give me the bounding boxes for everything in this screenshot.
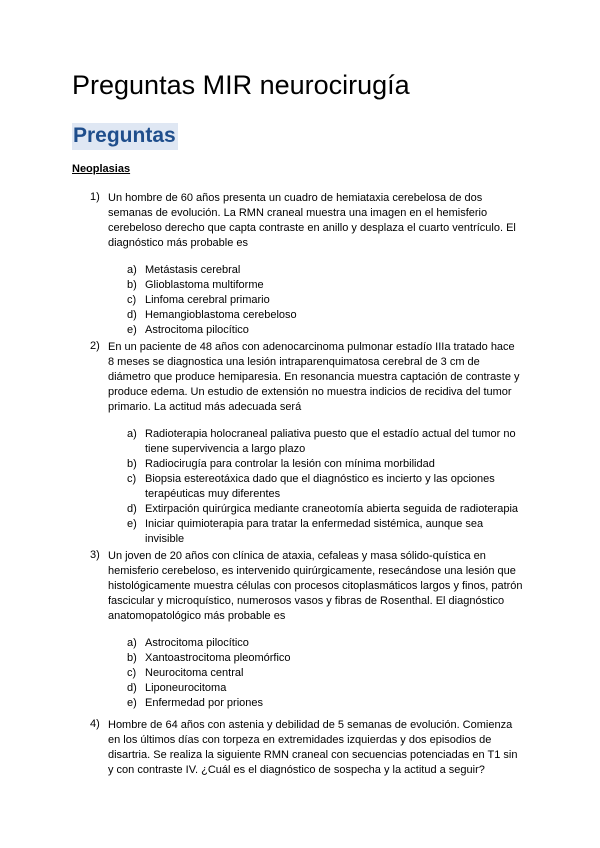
answer-option-line: Glioblastoma multiforme	[145, 279, 264, 291]
answer-option-line: Biopsia estereotáxica dado que el diagnóstico es incierto y las opciones	[145, 473, 495, 485]
question-text-line: Un joven de 20 años con clínica de ataxia, cefaleas y masa sólido-quística en	[108, 550, 486, 562]
answer-option-line: Astrocitoma pilocítico	[145, 324, 249, 336]
answer-option-text	[145, 636, 525, 651]
question-text-line: hemisferio cerebeloso, es intervenido quirúrgicamente, resecándose una lesión que	[108, 565, 516, 577]
answer-option-line: Liponeurocitoma	[145, 682, 227, 694]
question-number: 4)	[90, 718, 100, 730]
question-text-line: en los últimos días con torpeza en extremidades izquierdas y dos episodios de	[108, 734, 492, 746]
question-text-line: fascicular y microquístico, numerosos vasos y fibras de Rosenthal. El diagnóstico	[108, 595, 505, 607]
question-number: 1)	[90, 191, 100, 203]
answer-option-line: Neurocitoma central	[145, 667, 244, 679]
question-text-line: primario. La actitud más adecuada será	[108, 401, 302, 413]
answer-option-text	[145, 472, 525, 502]
answer-option-text	[145, 263, 525, 278]
question-text	[108, 718, 524, 778]
document-title: Preguntas MIR neurocirugía	[72, 70, 410, 100]
answer-option-letter: a)	[127, 428, 137, 440]
answer-option-text	[145, 681, 525, 696]
answer-option-text	[145, 517, 525, 547]
question-text-line: histológicamente muestra células con procesos citoplasmáticos largos y finos, patrón	[108, 580, 523, 592]
answer-option-text	[145, 293, 525, 308]
question-text-line: diagnóstico más probable es	[108, 237, 249, 249]
answer-option-text	[145, 502, 525, 517]
answer-option-letter: a)	[127, 637, 137, 649]
answer-option-line: Iniciar quimioterapia para tratar la enfermedad sistémica, aunque sea	[145, 518, 484, 530]
answer-option-line: terapéuticas muy diferentes	[145, 488, 281, 500]
question-text-line: Un hombre de 60 años presenta un cuadro de hemiataxia cerebelosa de dos	[108, 192, 483, 204]
question-text-line: disartria. Se realiza la siguiente RMN craneal con secuencias potenciadas en T1 sin	[108, 749, 518, 761]
question-text	[108, 340, 524, 415]
subsection-heading: Neoplasias	[72, 163, 131, 175]
answer-option-line: Extirpación quirúrgica mediante craneotomía abierta seguida de radioterapia	[145, 503, 519, 515]
answer-option-text	[145, 323, 525, 338]
question-text-line: 8 meses se diagnostica una lesión intraparenquimatosa cerebral de 3 cm de	[108, 356, 480, 368]
question-text-line: En un paciente de 48 años con adenocarcinoma pulmonar estadío IIIa tratado hace	[108, 341, 515, 353]
answer-option-letter: b)	[127, 652, 137, 664]
question-text	[108, 191, 524, 251]
question-text	[108, 549, 524, 624]
answer-option-letter: b)	[127, 458, 137, 470]
answer-option-letter: b)	[127, 279, 137, 291]
answer-option-line: Hemangioblastoma cerebeloso	[145, 309, 297, 321]
answer-option-line: Radiocirugía para controlar la lesión con mínima morbilidad	[145, 458, 435, 470]
answer-option-text	[145, 308, 525, 323]
answer-option-text	[145, 696, 525, 711]
answer-option-line: Linfoma cerebral primario	[145, 294, 270, 306]
question-text-line: anatomopatológico más probable es	[108, 610, 286, 622]
answer-option-line: tiene supervivencia a largo plazo	[145, 443, 306, 455]
answer-option-text	[145, 427, 525, 457]
answer-option-line: Metástasis cerebral	[145, 264, 241, 276]
question-text-line: semanas de evolución. La RMN craneal muestra una imagen en el hemisferio	[108, 207, 488, 219]
question-text-line: Hombre de 64 años con astenia y debilidad de 5 semanas de evolución. Comienza	[108, 719, 513, 731]
answer-option-line: Xantoastrocitoma pleomórfico	[145, 652, 291, 664]
question-text-line: produce edema. Un estudio de extensión no muestra indicios de recidiva del tumor	[108, 386, 512, 398]
answer-option-letter: e)	[127, 518, 137, 530]
answer-option-letter: c)	[127, 667, 137, 679]
answer-option-letter: c)	[127, 294, 137, 306]
answer-option-line: Enfermedad por priones	[145, 697, 264, 709]
answer-option-letter: e)	[127, 324, 137, 336]
answer-option-text	[145, 278, 525, 293]
answer-option-letter: e)	[127, 697, 137, 709]
section-heading: Preguntas	[72, 123, 178, 150]
answer-option-text	[145, 651, 525, 666]
answer-option-letter: a)	[127, 264, 137, 276]
question-text-line: diámetro que produce hemiparesia. En resonancia muestra captación de contraste y	[108, 371, 520, 383]
answer-option-letter: d)	[127, 309, 137, 321]
answer-option-line: Radioterapia holocraneal paliativa puesto que el estadío actual del tumor no	[145, 428, 516, 440]
question-text-line: y con contraste IV. ¿Cuál es el diagnóstico de sospecha y la actitud a seguir?	[108, 764, 485, 776]
answer-option-text	[145, 666, 525, 681]
question-number: 3)	[90, 549, 100, 561]
answer-option-letter: d)	[127, 682, 137, 694]
answer-option-text	[145, 457, 525, 472]
answer-option-line: Astrocitoma pilocítico	[145, 637, 249, 649]
answer-option-line: invisible	[145, 533, 185, 545]
answer-option-letter: c)	[127, 473, 137, 485]
question-number: 2)	[90, 340, 100, 352]
question-text-line: cerebeloso derecho que capta contraste en anillo y desplaza el cuarto ventrículo. El	[108, 222, 516, 234]
answer-option-letter: d)	[127, 503, 137, 515]
